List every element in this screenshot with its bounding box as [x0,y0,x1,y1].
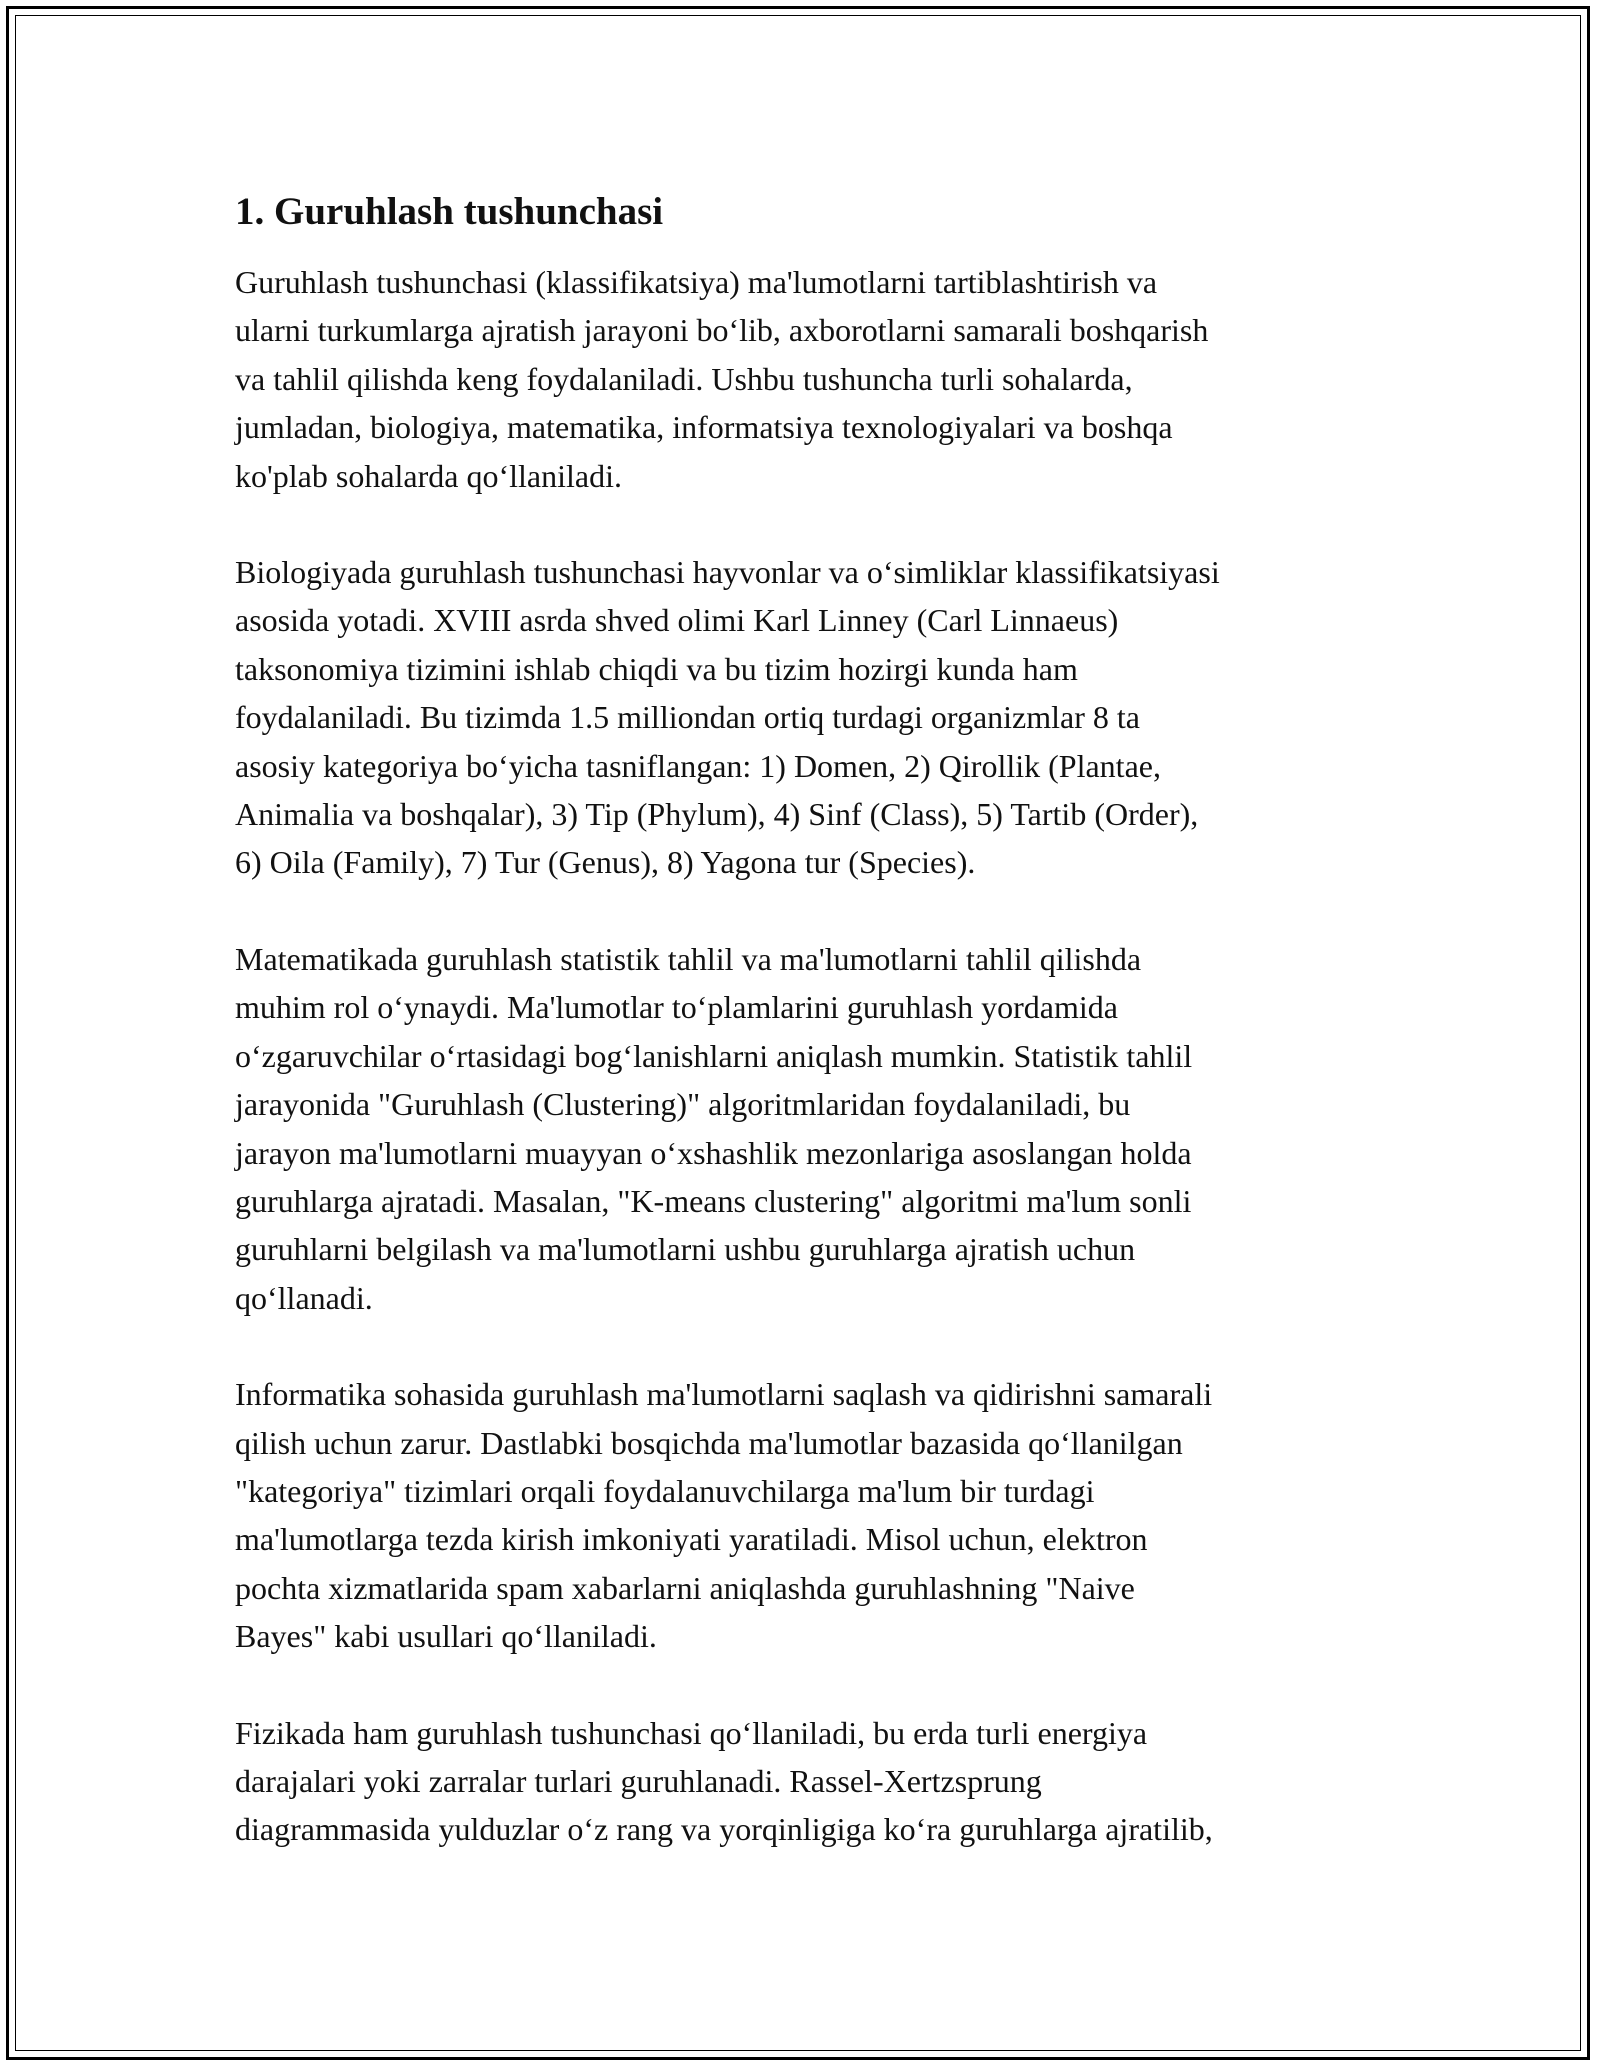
paragraph-mathematics [235,935,1375,1322]
text-line: asosida yotadi. XVIII asrda shved olimi Karl Linney (Carl Linnaeus) [235,602,1119,639]
text-line: o‘zgaruvchilar o‘rtasidagi bog‘lanishlarni aniqlash mumkin. Statistik tahlil [235,1037,1193,1074]
paragraph-intro [235,258,1375,500]
text-line: Informatika sohasida guruhlash ma'lumotlarni saqlash va qidirishni samarali [235,1376,1213,1413]
section-heading: 1. Guruhlash tushunchasi [235,190,664,233]
paragraph-biology [235,548,1375,887]
text-line: jumladan, biologiya, matematika, informatsiya texnologiyalari va boshqa [235,409,1173,446]
text-line: Guruhlash tushunchasi (klassifikatsiya) ma'lumotlarni tartiblashtirish va [235,264,1158,300]
text-line: guruhlarga ajratadi. Masalan, "K-means clustering" algoritmi ma'lum sonli [235,1182,1192,1219]
text-line: qilish uchun zarur. Dastlabki bosqichda ma'lumotlar bazasida qo‘llanilgan [235,1424,1183,1461]
text-line: guruhlarni belgilash va ma'lumotlarni ushbu guruhlarga ajratish uchun [235,1231,1136,1268]
text-line: va tahlil qilishda keng foydalaniladi. Ushbu tushuncha turli sohalarda, [235,360,1133,397]
paragraph-physics [235,1709,1375,1854]
text-line: qo‘llanadi. [235,1279,373,1316]
text-line: "kategoriya" tizimlari orqali foydalanuvchilarga ma'lum bir turdagi [235,1472,1095,1509]
text-line: darajalari yoki zarralar turlari guruhlanadi. Rassel-Xertzsprung [235,1762,1042,1799]
text-line: ularni turkumlarga ajratish jarayoni bo‘lib, axborotlarni samarali boshqarish [235,312,1209,349]
document-body [235,188,1375,1902]
text-line: ko'plab sohalarda qo‘llaniladi. [235,457,622,494]
text-line: ma'lumotlarga tezda kirish imkoniyati yaratiladi. Misol uchun, elektron [235,1521,1148,1558]
text-line: jarayonida "Guruhlash (Clustering)" algoritmlaridan foydalaniladi, bu [235,1086,1131,1123]
text-line: Animalia va boshqalar), 3) Tip (Phylum), 4) Sinf (Class), 5) Tartib (Order), [235,796,1199,833]
text-line: 6) Oila (Family), 7) Tur (Genus), 8) Yagona tur (Species). [235,844,976,881]
text-line: Fizikada ham guruhlash tushunchasi qo‘llaniladi, bu erda turli energiya [235,1714,1148,1751]
text-line: Bayes" kabi usullari qo‘llaniladi. [235,1618,657,1655]
text-line: jarayon ma'lumotlarni muayyan o‘xshashlik mezonlariga asoslangan holda [235,1134,1192,1171]
text-line: asosiy kategoriya bo‘yicha tasniflangan: 1) Domen, 2) Qirollik (Plantae, [235,747,1161,784]
text-line: taksonomiya tizimini ishlab chiqdi va bu tizim hozirgi kunda ham [235,650,1078,687]
text-line: pochta xizmatlarida spam xabarlarni aniqlashda guruhlashning "Naive [235,1569,1135,1606]
text-line: Biologiyada guruhlash tushunchasi hayvonlar va o‘simliklar klassifikatsiyasi [235,554,1220,591]
text-line: foydalaniladi. Bu tizimda 1.5 milliondan ortiq turdagi organizmlar 8 ta [235,699,1140,736]
paragraph-informatics [235,1370,1375,1660]
text-line: Matematikada guruhlash statistik tahlil va ma'lumotlarni tahlil qilishda [235,940,1142,977]
text-line: diagrammasida yulduzlar o‘z rang va yorqinligiga ko‘ra guruhlarga ajratilib, [235,1811,1213,1848]
text-line: muhim rol o‘ynaydi. Ma'lumotlar to‘plamlarini guruhlash yordamida [235,989,1118,1026]
